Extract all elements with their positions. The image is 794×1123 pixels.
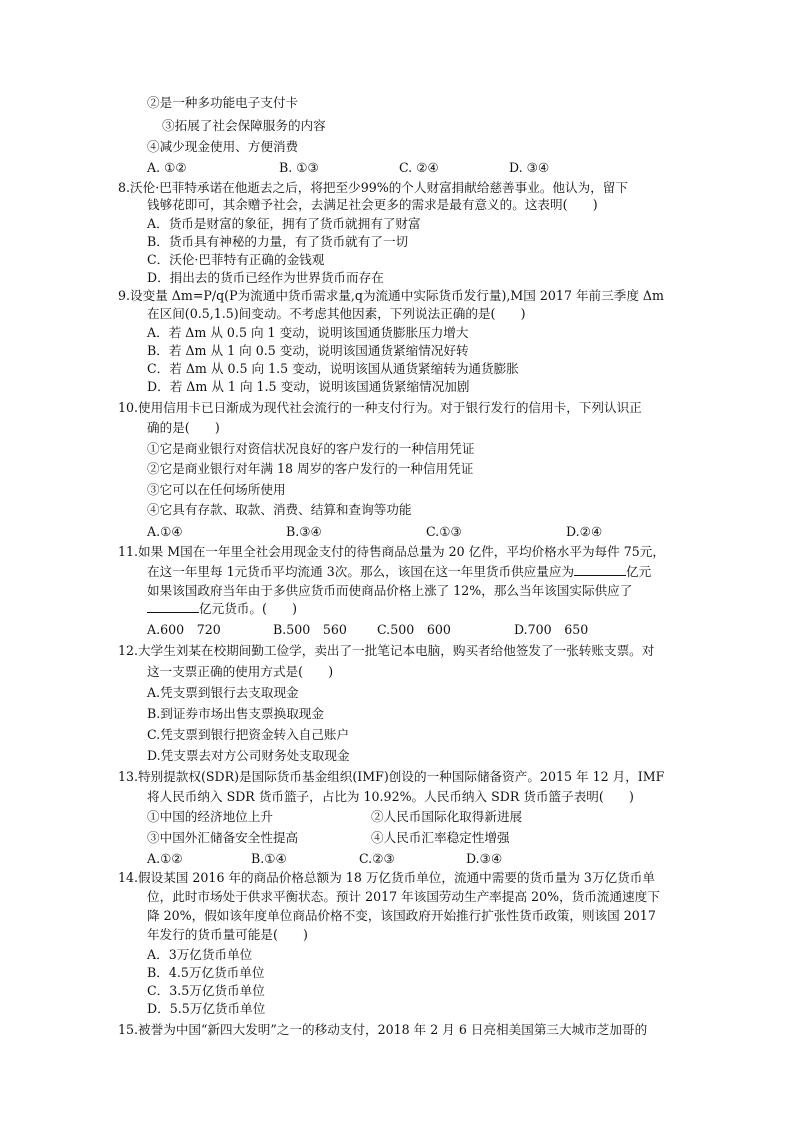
q10-option-c: C.①③ (426, 524, 462, 539)
q10-item-4: ④它具有存款、取款、消费、结算和查询等功能 (147, 502, 412, 517)
q10-option-d: D.②④ (566, 524, 603, 539)
q8-option-d: D．捐出去的货币已经作为世界货币而存在 (147, 270, 384, 285)
q12-stem-line1: 12.大学生刘某在校期间勤工俭学，卖出了一批笔记本电脑，购买者给他签发了一张转账支票。对 (118, 643, 655, 658)
q11-options (147, 621, 647, 639)
q14-option-d: D．5.5万亿货币单位 (147, 1001, 266, 1016)
q14-stem-line3: 降 20%，假如该年度单位商品价格不变，该国政府开始推行扩张性货币政策，则该国 2017 (147, 908, 656, 923)
q10-options (147, 523, 647, 541)
q11-stem-line2-text: 在这一年里每 1元货币平均流通 3次。那么，该国在这一年里货币供应量应为 (147, 564, 575, 579)
q9-option-b: B．若 Δm 从 1 向 0.5 变动，说明该国通货紧缩情况好转 (147, 343, 469, 358)
q13-items-row2 (147, 829, 647, 847)
q8-option-c: C．沃伦·巴菲特有正确的金钱观 (147, 252, 325, 267)
q10-item-1: ①它是商业银行对资信状况良好的客户发行的一种信用凭证 (147, 441, 475, 456)
q7-options (147, 159, 647, 177)
q8-stem-line2: 钱够花即可，其余赠予社会，去满足社会更多的需求是最有意义的。这表明( ) (147, 197, 598, 212)
q13-items-row1 (147, 808, 647, 826)
q11-option-b: B.500 560 (273, 622, 347, 637)
q11-answer-blank-2 (147, 600, 199, 613)
q13-item-3: ③中国外汇储备安全性提高 (147, 830, 299, 845)
q10-option-a: A.①④ (147, 524, 183, 539)
q10-item-2: ②它是商业银行对年满 18 周岁的客户发行的一种信用凭证 (147, 461, 474, 476)
q12-option-c: C.凭支票到银行把资金转入自己账户 (147, 727, 350, 742)
q8-stem-line1: 8.沃伦·巴菲特承诺在他逝去之后，将把至少99%的个人财富捐献给慈善事业。他认为，留下 (118, 180, 628, 195)
q10-option-b: B.③④ (286, 524, 322, 539)
q7-option-c: C. ②④ (399, 160, 439, 175)
q7-option-b: B. ①③ (279, 160, 319, 175)
q11-stem-line4-text: 亿元货币。( ) (199, 601, 297, 616)
q11-stem-line2 (147, 563, 651, 581)
q13-option-a: A.①② (147, 851, 183, 866)
q7-item-2: ②是一种多功能电子支付卡 (147, 95, 299, 110)
q13-stem-line2: 将人民币纳入 SDR 货币篮子，占比为 10.92%。人民币纳入 SDR 货币篮子表明( ) (147, 789, 634, 804)
q8-option-b: B．货币具有神秘的力量，有了货币就有了一切 (147, 234, 409, 249)
q9-option-a: A．若 Δm 从 0.5 向 1 变动，说明该国通货膨胀压力增大 (147, 325, 469, 340)
q13-item-1: ①中国的经济地位上升 (147, 809, 273, 824)
q12-stem-line2: 这一支票正确的使用方式是( ) (147, 664, 334, 679)
q13-option-d: D.③④ (466, 851, 503, 866)
q7-item-4: ④减少现金使用、方便消费 (147, 139, 299, 154)
q13-item-4: ④人民币汇率稳定性增强 (371, 830, 510, 845)
q14-stem-line2: 位，此时市场处于供求平衡状态。预计 2017 年该国劳动生产率提高 20%，货币流通速度下 (147, 889, 660, 904)
q7-option-d: D. ③④ (509, 160, 550, 175)
q11-stem-line3: 如果该国政府当年由于多供应货币而使商品价格上涨了 12%，那么当年该国实际供应了 (147, 583, 633, 598)
q9-stem-line1: 9.设变量 Δm=P/q(P为流通中货币需求量,q为流通中实际货币发行量),M国 2017 年前三季度 Δm (118, 288, 664, 303)
q12-option-a: A.凭支票到银行去支取现金 (147, 685, 299, 700)
q9-stem-line2: 在区间(0.5,1.5)间变动。不考虑其他因素，下列说法正确的是( ) (147, 306, 526, 321)
q10-item-3: ③它可以在任何场所使用 (147, 482, 286, 497)
q14-stem-line4: 年发行的货币量可能是( ) (147, 927, 308, 942)
q7-option-a: A. ①② (147, 160, 187, 175)
q10-stem-line1: 10.使用信用卡已日渐成为现代社会流行的一种支付行为。对于银行发行的信用卡，下列认识正 (118, 400, 642, 415)
q11-unit-1: 亿元 (626, 564, 652, 579)
q11-answer-blank-1 (574, 563, 626, 576)
q13-option-c: C.②③ (359, 851, 395, 866)
q11-option-d: D.700 650 (514, 622, 589, 637)
q15-stem-line1: 15.被誉为中国“新四大发明”之一的移动支付，2018 年 2 月 6 日亮相美国第三大城市芝加哥的 (118, 1022, 648, 1037)
q9-option-d: D．若 Δm 从 1 向 1.5 变动，说明该国通货紧缩情况加剧 (147, 379, 470, 394)
q11-option-c: C.500 600 (377, 622, 451, 637)
q14-option-a: A．3万亿货币单位 (147, 947, 253, 962)
q11-stem-line1: 11.如果 M国在一年里全社会用现金支付的待售商品总量为 20 亿件，平均价格水平为每件 75元， (118, 544, 665, 559)
q10-stem-line2: 确的是( ) (147, 420, 220, 435)
q13-stem-line1: 13.特别提款权(SDR)是国际货币基金组织(IMF)创设的一种国际储备资产。2015 年 12 月，IMF (118, 769, 665, 784)
q13-option-b: B.①④ (251, 851, 287, 866)
q12-option-b: B.到证券市场出售支票换取现金 (147, 706, 324, 721)
q13-options (147, 850, 647, 868)
q8-option-a: A．货币是财富的象征，拥有了货币就拥有了财富 (147, 216, 421, 231)
q7-item-3: ③拓展了社会保障服务的内容 (162, 118, 326, 133)
q14-stem-line1: 14.假设某国 2016 年的商品价格总额为 18 万亿货币单位，流通中需要的货币量为 3万亿货币单 (118, 870, 655, 885)
q11-option-a: A.600 720 (147, 622, 221, 637)
q13-item-2: ②人民币国际化取得新进展 (371, 809, 523, 824)
q11-stem-line4 (147, 600, 297, 618)
q9-option-c: C．若 Δm 从 0.5 向 1.5 变动，说明该国从通货紧缩转为通货膨胀 (147, 361, 519, 376)
q14-option-c: C．3.5万亿货币单位 (147, 983, 265, 998)
q12-option-d: D.凭支票去对方公司财务处支取现金 (147, 748, 350, 763)
q14-option-b: B．4.5万亿货币单位 (147, 965, 265, 980)
